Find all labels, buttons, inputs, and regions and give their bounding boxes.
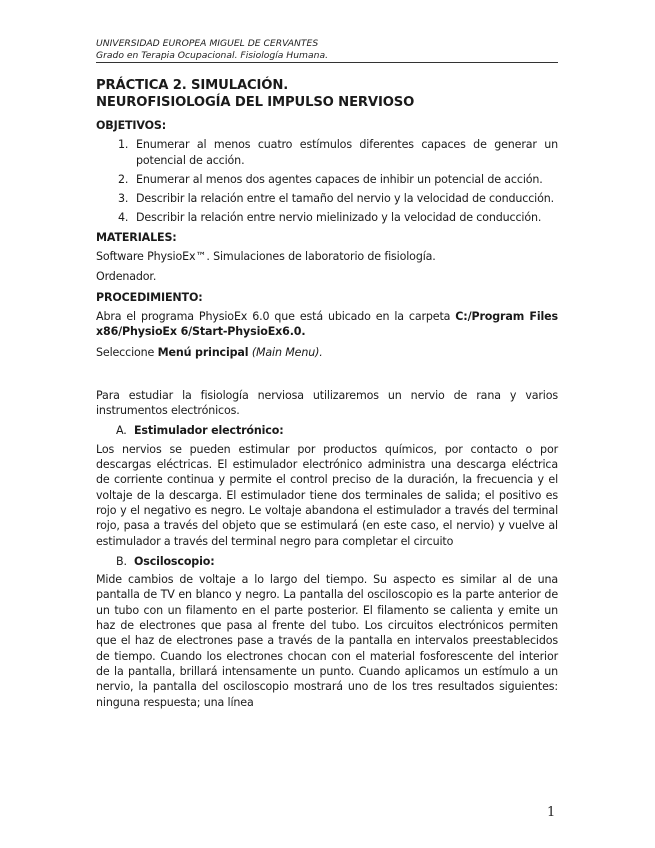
- program-path: C:/Program Files x86/PhysioEx 6/Start-PhysioEx6.0.: [96, 309, 558, 339]
- procedure-intro: Para estudiar la fisiología nerviosa utilizaremos un nervio de rana y varios instrumentos electrónicos.: [96, 388, 558, 418]
- procedure-heading: PROCEDIMIENTO:: [96, 290, 203, 304]
- practice-title: [96, 77, 558, 111]
- procedure-open-program: Abra el programa PhysioEx 6.0 que está ubicado en la carpeta C:/Program Files x86/PhysioEx 6/Start-PhysioEx6.0.: [96, 309, 558, 339]
- objective-item: 4. Describir la relación entre nervio mielinizado y la velocidad de conducción.: [118, 211, 542, 225]
- page-header: [96, 38, 558, 62]
- objectives-list: [96, 137, 558, 225]
- header-divider: [96, 62, 558, 63]
- objective-item: 2. Enumerar al menos dos agentes capaces de inhibir un potencial de acción.: [118, 172, 543, 186]
- header-degree: Grado en Terapia Ocupacional. Fisiología Humana.: [96, 50, 328, 61]
- section-a-heading: A. Estimulador electrónico:: [116, 424, 284, 438]
- section-b-body: Mide cambios de voltaje a lo largo del tiempo. Su aspecto es similar al de una pantalla de TV en blanco y negro. La pantalla del osciloscopio es la parte anterior de un tubo con un filamento en el parte posterior. El filamento se calienta y emite un haz de electrones que pasa al frente del tubo. Los circuitos electrónicos permiten que el haz de electrones pase a través de la pantalla en intervalos preestablecidos de tiempo. Cuando los electrones chocan con el material fosforescente del interior de la pantalla, brillará intensamente un punto. Cuando aplicamos un estímulo a un nervio, la pantalla del osciloscopio mostrará uno de los tres resultados siguientes: ninguna respuesta; una línea: [96, 573, 558, 709]
- materials-software: Software PhysioEx™. Simulaciones de laboratorio de fisiología.: [96, 250, 436, 264]
- document-body: [96, 77, 558, 715]
- page-number: 1: [547, 805, 556, 820]
- materials-heading: MATERIALES:: [96, 230, 177, 244]
- objectives-heading: OBJETIVOS:: [96, 119, 167, 132]
- header-university: UNIVERSIDAD EUROPEA MIGUEL DE CERVANTES: [96, 38, 319, 49]
- main-menu-label: Menú principal: [157, 345, 249, 359]
- title-line-1: PRÁCTICA 2. SIMULACIÓN.: [96, 78, 289, 93]
- section-a-body: Los nervios se pueden estimular por productos químicos, por contacto o por descargas eléctricas. El estimulador electrónico administra una descarga eléctrica de corriente continua y permite el control preciso de la duración, la frecuencia y el voltaje de la descarga. El estimulador tiene dos terminales de salida; el positivo es rojo y el negativo es negro. Le voltaje abandona el estimulador a través del terminal rojo, pasa a través del objeto que se estimulará (en este caso, el nervio) y vuelve al estimulador a través del terminal negro para completar el circuito: [96, 442, 558, 548]
- section-b-heading: B. Osciloscopio:: [116, 554, 215, 568]
- materials-computer: Ordenador.: [96, 270, 157, 284]
- objective-item: 1. Enumerar al menos cuatro estímulos diferentes capaces de generar un potencial de acción.: [118, 138, 558, 167]
- procedure-select-menu: Seleccione Menú principal (Main Menu).: [96, 345, 323, 359]
- title-line-2: NEUROFISIOLOGÍA DEL IMPULSO NERVIOSO: [96, 95, 415, 110]
- objective-item: 3. Describir la relación entre el tamaño del nervio y la velocidad de conducción.: [118, 192, 554, 206]
